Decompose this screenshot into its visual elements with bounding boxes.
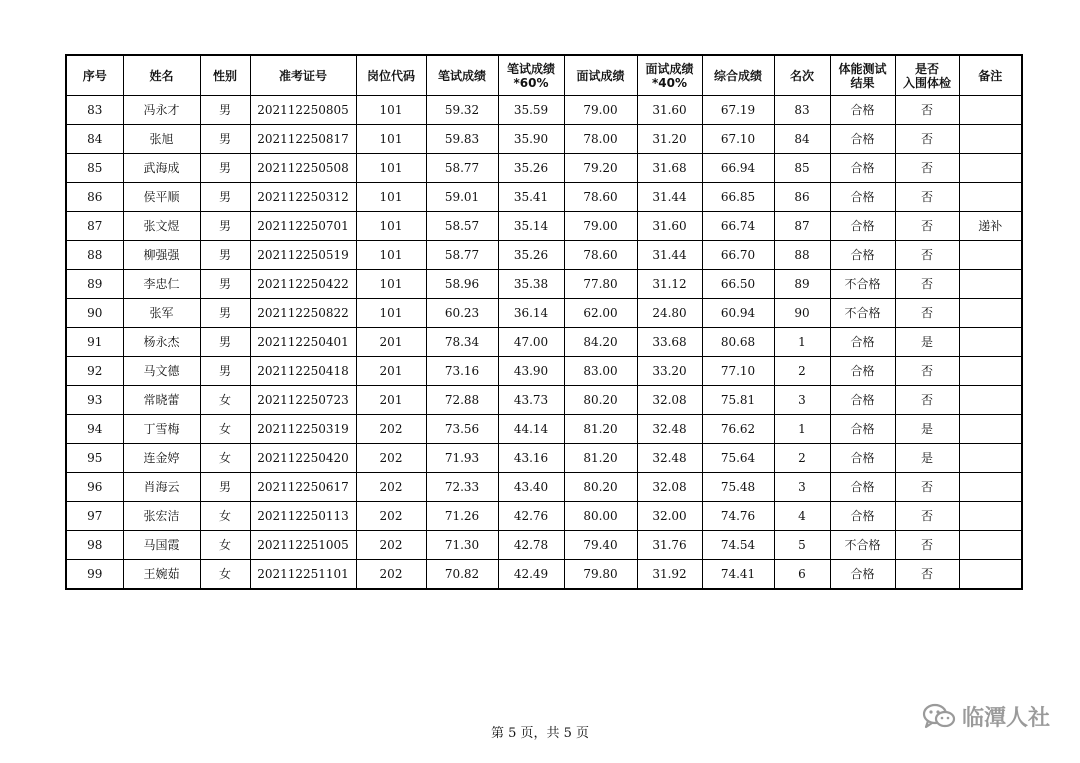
header-seq: 序号 — [66, 55, 123, 96]
cell-physical-exam: 否 — [895, 125, 959, 154]
cell-remark — [959, 560, 1022, 590]
cell-seq: 94 — [66, 415, 123, 444]
cell-post-code: 201 — [356, 328, 426, 357]
cell-written-60: 35.38 — [498, 270, 564, 299]
cell-written-60: 35.59 — [498, 96, 564, 125]
header-name: 姓名 — [123, 55, 200, 96]
cell-total-score: 80.68 — [702, 328, 774, 357]
cell-total-score: 75.48 — [702, 473, 774, 502]
cell-remark — [959, 299, 1022, 328]
table-row — [66, 502, 1022, 531]
cell-physical-exam: 否 — [895, 502, 959, 531]
cell-written-60: 35.26 — [498, 241, 564, 270]
cell-remark — [959, 357, 1022, 386]
table-row — [66, 212, 1022, 241]
cell-physical-exam: 否 — [895, 270, 959, 299]
cell-total-score: 74.41 — [702, 560, 774, 590]
cell-fitness-result: 合格 — [830, 560, 895, 590]
cell-interview-40: 31.12 — [637, 270, 702, 299]
cell-seq: 86 — [66, 183, 123, 212]
cell-interview-40: 31.60 — [637, 96, 702, 125]
cell-ticket-no: 202112250508 — [250, 154, 356, 183]
cell-interview-score: 83.00 — [564, 357, 637, 386]
cell-remark — [959, 415, 1022, 444]
cell-rank: 2 — [774, 357, 830, 386]
cell-total-score: 75.81 — [702, 386, 774, 415]
cell-interview-score: 84.20 — [564, 328, 637, 357]
cell-written-score: 58.96 — [426, 270, 498, 299]
cell-ticket-no: 202112250805 — [250, 96, 356, 125]
cell-physical-exam: 否 — [895, 183, 959, 212]
cell-name: 武海成 — [123, 154, 200, 183]
cell-physical-exam: 否 — [895, 212, 959, 241]
table-row — [66, 531, 1022, 560]
cell-remark — [959, 183, 1022, 212]
cell-physical-exam: 是 — [895, 328, 959, 357]
cell-written-60: 42.78 — [498, 531, 564, 560]
cell-post-code: 101 — [356, 212, 426, 241]
cell-fitness-result: 合格 — [830, 444, 895, 473]
header-post-code: 岗位代码 — [356, 55, 426, 96]
cell-fitness-result: 合格 — [830, 183, 895, 212]
cell-total-score: 77.10 — [702, 357, 774, 386]
header-rank: 名次 — [774, 55, 830, 96]
cell-interview-40: 32.48 — [637, 444, 702, 473]
cell-interview-score: 79.20 — [564, 154, 637, 183]
cell-fitness-result: 合格 — [830, 328, 895, 357]
cell-physical-exam: 否 — [895, 299, 959, 328]
cell-total-score: 66.74 — [702, 212, 774, 241]
cell-written-score: 59.01 — [426, 183, 498, 212]
cell-remark — [959, 531, 1022, 560]
cell-post-code: 202 — [356, 444, 426, 473]
cell-ticket-no: 202112250319 — [250, 415, 356, 444]
cell-total-score: 74.76 — [702, 502, 774, 531]
cell-written-score: 59.83 — [426, 125, 498, 154]
cell-interview-score: 78.60 — [564, 183, 637, 212]
cell-remark — [959, 502, 1022, 531]
cell-name: 侯平顺 — [123, 183, 200, 212]
header-gender: 性别 — [200, 55, 250, 96]
cell-ticket-no: 202112250312 — [250, 183, 356, 212]
cell-physical-exam: 否 — [895, 241, 959, 270]
cell-written-60: 42.49 — [498, 560, 564, 590]
cell-written-60: 43.90 — [498, 357, 564, 386]
header-physical-exam: 是否 入围体检 — [895, 55, 959, 96]
cell-ticket-no: 202112251005 — [250, 531, 356, 560]
table-row — [66, 415, 1022, 444]
cell-interview-40: 31.92 — [637, 560, 702, 590]
cell-ticket-no: 202112250617 — [250, 473, 356, 502]
cell-total-score: 67.10 — [702, 125, 774, 154]
cell-seq: 91 — [66, 328, 123, 357]
cell-ticket-no: 202112250723 — [250, 386, 356, 415]
cell-written-60: 43.73 — [498, 386, 564, 415]
cell-post-code: 101 — [356, 270, 426, 299]
cell-ticket-no: 202112250113 — [250, 502, 356, 531]
cell-written-score: 73.56 — [426, 415, 498, 444]
cell-fitness-result: 合格 — [830, 386, 895, 415]
cell-seq: 99 — [66, 560, 123, 590]
cell-interview-score: 81.20 — [564, 444, 637, 473]
cell-rank: 86 — [774, 183, 830, 212]
cell-physical-exam: 否 — [895, 154, 959, 183]
header-remark: 备注 — [959, 55, 1022, 96]
header-interview-40: 面试成绩 *40% — [637, 55, 702, 96]
cell-total-score: 67.19 — [702, 96, 774, 125]
cell-total-score: 66.94 — [702, 154, 774, 183]
cell-interview-40: 31.44 — [637, 241, 702, 270]
cell-rank: 88 — [774, 241, 830, 270]
cell-ticket-no: 202112250420 — [250, 444, 356, 473]
cell-rank: 85 — [774, 154, 830, 183]
cell-seq: 93 — [66, 386, 123, 415]
cell-written-score: 59.32 — [426, 96, 498, 125]
cell-seq: 85 — [66, 154, 123, 183]
table-row — [66, 357, 1022, 386]
cell-fitness-result: 合格 — [830, 502, 895, 531]
cell-ticket-no: 202112250422 — [250, 270, 356, 299]
cell-interview-40: 32.08 — [637, 473, 702, 502]
table-row — [66, 386, 1022, 415]
cell-fitness-result: 合格 — [830, 415, 895, 444]
cell-seq: 92 — [66, 357, 123, 386]
table-row — [66, 473, 1022, 502]
cell-rank: 90 — [774, 299, 830, 328]
cell-remark — [959, 328, 1022, 357]
cell-name: 张旭 — [123, 125, 200, 154]
cell-ticket-no: 202112250401 — [250, 328, 356, 357]
cell-written-score: 73.16 — [426, 357, 498, 386]
cell-interview-score: 80.20 — [564, 473, 637, 502]
cell-post-code: 101 — [356, 154, 426, 183]
cell-written-60: 44.14 — [498, 415, 564, 444]
cell-remark — [959, 154, 1022, 183]
cell-physical-exam: 否 — [895, 531, 959, 560]
cell-written-score: 58.57 — [426, 212, 498, 241]
table-header-row — [66, 55, 1022, 96]
cell-name: 张宏洁 — [123, 502, 200, 531]
cell-written-60: 47.00 — [498, 328, 564, 357]
table-row — [66, 183, 1022, 212]
cell-post-code: 101 — [356, 96, 426, 125]
cell-total-score: 60.94 — [702, 299, 774, 328]
cell-rank: 83 — [774, 96, 830, 125]
cell-written-score: 58.77 — [426, 241, 498, 270]
cell-post-code: 202 — [356, 415, 426, 444]
watermark — [922, 700, 1050, 732]
cell-seq: 88 — [66, 241, 123, 270]
cell-written-60: 35.14 — [498, 212, 564, 241]
cell-name: 马国霞 — [123, 531, 200, 560]
cell-gender: 女 — [200, 560, 250, 590]
cell-post-code: 101 — [356, 183, 426, 212]
cell-seq: 84 — [66, 125, 123, 154]
cell-post-code: 201 — [356, 357, 426, 386]
cell-gender: 男 — [200, 299, 250, 328]
cell-post-code: 201 — [356, 386, 426, 415]
cell-interview-score: 80.20 — [564, 386, 637, 415]
cell-interview-40: 24.80 — [637, 299, 702, 328]
cell-gender: 女 — [200, 415, 250, 444]
cell-interview-score: 79.00 — [564, 212, 637, 241]
cell-post-code: 101 — [356, 125, 426, 154]
cell-name: 王婉茹 — [123, 560, 200, 590]
cell-written-score: 58.77 — [426, 154, 498, 183]
cell-rank: 3 — [774, 386, 830, 415]
cell-remark — [959, 473, 1022, 502]
cell-post-code: 101 — [356, 241, 426, 270]
cell-ticket-no: 202112251101 — [250, 560, 356, 590]
cell-gender: 男 — [200, 473, 250, 502]
cell-fitness-result: 合格 — [830, 241, 895, 270]
cell-total-score: 66.50 — [702, 270, 774, 299]
cell-interview-score: 80.00 — [564, 502, 637, 531]
cell-gender: 男 — [200, 212, 250, 241]
cell-interview-score: 79.40 — [564, 531, 637, 560]
table-row — [66, 299, 1022, 328]
cell-seq: 83 — [66, 96, 123, 125]
cell-gender: 女 — [200, 444, 250, 473]
cell-post-code: 101 — [356, 299, 426, 328]
cell-fitness-result: 合格 — [830, 357, 895, 386]
header-fitness-result: 体能测试 结果 — [830, 55, 895, 96]
cell-written-60: 43.40 — [498, 473, 564, 502]
cell-physical-exam: 是 — [895, 444, 959, 473]
cell-rank: 1 — [774, 415, 830, 444]
cell-interview-score: 78.60 — [564, 241, 637, 270]
cell-interview-score: 79.80 — [564, 560, 637, 590]
cell-gender: 男 — [200, 154, 250, 183]
cell-interview-score: 81.20 — [564, 415, 637, 444]
cell-written-score: 72.88 — [426, 386, 498, 415]
cell-interview-40: 33.20 — [637, 357, 702, 386]
cell-fitness-result: 合格 — [830, 96, 895, 125]
cell-physical-exam: 否 — [895, 357, 959, 386]
cell-gender: 女 — [200, 531, 250, 560]
cell-name: 马文德 — [123, 357, 200, 386]
cell-physical-exam: 是 — [895, 415, 959, 444]
cell-total-score: 75.64 — [702, 444, 774, 473]
cell-interview-score: 79.00 — [564, 96, 637, 125]
cell-gender: 男 — [200, 125, 250, 154]
cell-rank: 87 — [774, 212, 830, 241]
cell-written-score: 78.34 — [426, 328, 498, 357]
cell-physical-exam: 否 — [895, 386, 959, 415]
wechat-icon — [922, 702, 956, 730]
cell-rank: 3 — [774, 473, 830, 502]
cell-written-60: 36.14 — [498, 299, 564, 328]
cell-name: 李忠仁 — [123, 270, 200, 299]
cell-name: 柳强强 — [123, 241, 200, 270]
cell-written-score: 71.26 — [426, 502, 498, 531]
cell-post-code: 202 — [356, 560, 426, 590]
table-row — [66, 154, 1022, 183]
cell-name: 张文煜 — [123, 212, 200, 241]
table-row — [66, 328, 1022, 357]
cell-name: 丁雪梅 — [123, 415, 200, 444]
cell-rank: 4 — [774, 502, 830, 531]
cell-fitness-result: 不合格 — [830, 531, 895, 560]
cell-rank: 1 — [774, 328, 830, 357]
cell-gender: 女 — [200, 386, 250, 415]
cell-gender: 女 — [200, 502, 250, 531]
cell-written-60: 42.76 — [498, 502, 564, 531]
cell-name: 冯永才 — [123, 96, 200, 125]
cell-interview-40: 32.48 — [637, 415, 702, 444]
watermark-text: 临潭人社 — [961, 705, 1050, 731]
cell-ticket-no: 202112250822 — [250, 299, 356, 328]
cell-physical-exam: 否 — [895, 560, 959, 590]
cell-gender: 男 — [200, 183, 250, 212]
cell-gender: 男 — [200, 328, 250, 357]
cell-interview-score: 77.80 — [564, 270, 637, 299]
cell-gender: 男 — [200, 357, 250, 386]
cell-written-60: 35.26 — [498, 154, 564, 183]
table-row — [66, 96, 1022, 125]
cell-written-60: 43.16 — [498, 444, 564, 473]
cell-physical-exam: 否 — [895, 473, 959, 502]
table-row — [66, 241, 1022, 270]
cell-seq: 97 — [66, 502, 123, 531]
cell-interview-score: 78.00 — [564, 125, 637, 154]
cell-ticket-no: 202112250701 — [250, 212, 356, 241]
cell-gender: 男 — [200, 241, 250, 270]
cell-written-60: 35.41 — [498, 183, 564, 212]
cell-post-code: 202 — [356, 473, 426, 502]
cell-total-score: 74.54 — [702, 531, 774, 560]
table-row — [66, 270, 1022, 299]
cell-rank: 2 — [774, 444, 830, 473]
cell-remark — [959, 125, 1022, 154]
cell-total-score: 76.62 — [702, 415, 774, 444]
cell-total-score: 66.70 — [702, 241, 774, 270]
header-ticket-no: 准考证号 — [250, 55, 356, 96]
cell-written-60: 35.90 — [498, 125, 564, 154]
cell-interview-40: 31.76 — [637, 531, 702, 560]
cell-written-score: 70.82 — [426, 560, 498, 590]
table-row — [66, 560, 1022, 590]
cell-interview-40: 32.00 — [637, 502, 702, 531]
cell-fitness-result: 合格 — [830, 125, 895, 154]
cell-name: 连金婷 — [123, 444, 200, 473]
table-row — [66, 444, 1022, 473]
cell-post-code: 202 — [356, 531, 426, 560]
cell-written-score: 60.23 — [426, 299, 498, 328]
cell-remark — [959, 96, 1022, 125]
header-interview-score: 面试成绩 — [564, 55, 637, 96]
cell-written-score: 71.30 — [426, 531, 498, 560]
cell-total-score: 66.85 — [702, 183, 774, 212]
cell-rank: 89 — [774, 270, 830, 299]
header-written-60: 笔试成绩 *60% — [498, 55, 564, 96]
cell-name: 常晓蕾 — [123, 386, 200, 415]
cell-interview-40: 31.60 — [637, 212, 702, 241]
cell-seq: 89 — [66, 270, 123, 299]
cell-post-code: 202 — [356, 502, 426, 531]
cell-remark — [959, 386, 1022, 415]
header-total-score: 综合成绩 — [702, 55, 774, 96]
cell-physical-exam: 否 — [895, 96, 959, 125]
cell-written-score: 71.93 — [426, 444, 498, 473]
cell-interview-40: 31.20 — [637, 125, 702, 154]
cell-fitness-result: 合格 — [830, 473, 895, 502]
cell-gender: 男 — [200, 270, 250, 299]
cell-interview-40: 32.08 — [637, 386, 702, 415]
cell-seq: 98 — [66, 531, 123, 560]
cell-name: 张军 — [123, 299, 200, 328]
cell-seq: 96 — [66, 473, 123, 502]
cell-ticket-no: 202112250817 — [250, 125, 356, 154]
cell-name: 杨永杰 — [123, 328, 200, 357]
cell-seq: 90 — [66, 299, 123, 328]
cell-interview-score: 62.00 — [564, 299, 637, 328]
cell-interview-40: 31.68 — [637, 154, 702, 183]
cell-seq: 87 — [66, 212, 123, 241]
cell-written-score: 72.33 — [426, 473, 498, 502]
cell-interview-40: 33.68 — [637, 328, 702, 357]
cell-seq: 95 — [66, 444, 123, 473]
cell-remark — [959, 241, 1022, 270]
cell-gender: 男 — [200, 96, 250, 125]
cell-rank: 6 — [774, 560, 830, 590]
cell-rank: 5 — [774, 531, 830, 560]
page-footer: 第 5 页，共 5 页 — [490, 726, 590, 741]
cell-interview-40: 31.44 — [637, 183, 702, 212]
cell-fitness-result: 合格 — [830, 154, 895, 183]
cell-ticket-no: 202112250519 — [250, 241, 356, 270]
cell-name: 肖海云 — [123, 473, 200, 502]
cell-remark: 递补 — [959, 212, 1022, 241]
cell-fitness-result: 不合格 — [830, 299, 895, 328]
table-row — [66, 125, 1022, 154]
results-table — [65, 54, 1023, 590]
header-written-score: 笔试成绩 — [426, 55, 498, 96]
cell-fitness-result: 不合格 — [830, 270, 895, 299]
cell-remark — [959, 270, 1022, 299]
cell-rank: 84 — [774, 125, 830, 154]
cell-remark — [959, 444, 1022, 473]
cell-fitness-result: 合格 — [830, 212, 895, 241]
cell-ticket-no: 202112250418 — [250, 357, 356, 386]
